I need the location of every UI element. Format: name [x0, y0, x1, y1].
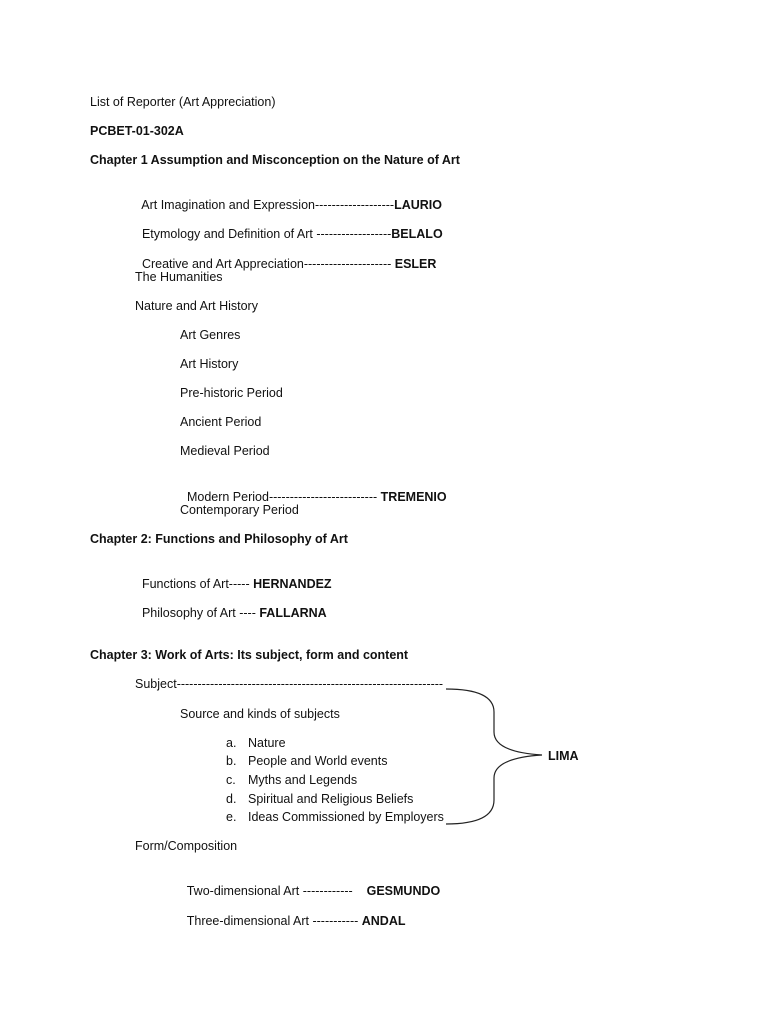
chapter-1-heading: Chapter 1 Assumption and Misconception on the Nature of Art: [90, 153, 460, 167]
subtopic: Art Genres: [180, 328, 241, 342]
reporter-name: TREMENIO: [380, 490, 447, 504]
list-item: Spiritual and Religious Beliefs: [248, 792, 414, 806]
subtopic: Art History: [180, 357, 239, 371]
topic: Etymology and Definition of Art ------------------: [141, 227, 392, 241]
topic: Functions of Art-----: [141, 577, 254, 591]
humanities-topic: The Humanities: [135, 270, 223, 284]
list-item: People and World events: [248, 754, 388, 768]
reporter-name: GESMUNDO: [366, 884, 441, 898]
ch1-entry-1: [135, 181, 442, 213]
reporter-name: ESLER: [394, 257, 437, 271]
reporter-name: ANDAL: [361, 914, 406, 928]
section-code: PCBET-01-302A: [90, 124, 184, 138]
ch1-entry-3: [135, 240, 436, 272]
modern-period-entry: [180, 473, 447, 505]
topic: Three-dimensional Art -----------: [186, 914, 362, 928]
topic: Two-dimensional Art ------------: [186, 884, 367, 898]
topic: Modern Period--------------------------: [186, 490, 381, 504]
list-item: Myths and Legends: [248, 773, 358, 787]
subtopic: Pre-historic Period: [180, 386, 283, 400]
ch2-entry-2: [135, 589, 327, 621]
chapter-2-heading: Chapter 2: Functions and Philosophy of Art: [90, 532, 348, 546]
subject-topic: Subject----------------------------------------------------------------: [135, 677, 444, 691]
ch1-entry-2: [135, 210, 443, 242]
topic: Philosophy of Art ----: [141, 606, 260, 620]
chapter-3-heading: Chapter 3: Work of Arts: Its subject, form and content: [90, 648, 409, 662]
document-title: List of Reporter (Art Appreciation): [90, 95, 276, 109]
reporter-name: BELALO: [391, 227, 443, 241]
reporter-name: HERNANDEZ: [253, 577, 332, 591]
list-marker: e.: [226, 810, 237, 824]
brace-reporter-name: LIMA: [548, 749, 579, 763]
ch2-entry-1: [135, 560, 332, 592]
list-item: Nature: [248, 736, 286, 750]
topic: Creative and Art Appreciation---------------------: [141, 257, 395, 271]
reporter-name: FALLARNA: [259, 606, 327, 620]
subtopic: Contemporary Period: [180, 503, 299, 517]
list-marker: c.: [226, 773, 236, 787]
form-entry-1: [180, 867, 440, 899]
subtopic: Medieval Period: [180, 444, 270, 458]
topic: Art Imagination and Expression-------------------: [141, 198, 395, 212]
subtopic: Ancient Period: [180, 415, 262, 429]
source-kinds-topic: Source and kinds of subjects: [180, 707, 340, 721]
list-item: Ideas Commissioned by Employers: [248, 810, 444, 824]
nature-history-topic: Nature and Art History: [135, 299, 258, 313]
list-marker: a.: [226, 736, 237, 750]
list-marker: d.: [226, 792, 237, 806]
form-composition-topic: Form/Composition: [135, 839, 238, 853]
reporter-name: LAURIO: [394, 198, 442, 212]
form-entry-2: [180, 897, 406, 929]
list-marker: b.: [226, 754, 237, 768]
